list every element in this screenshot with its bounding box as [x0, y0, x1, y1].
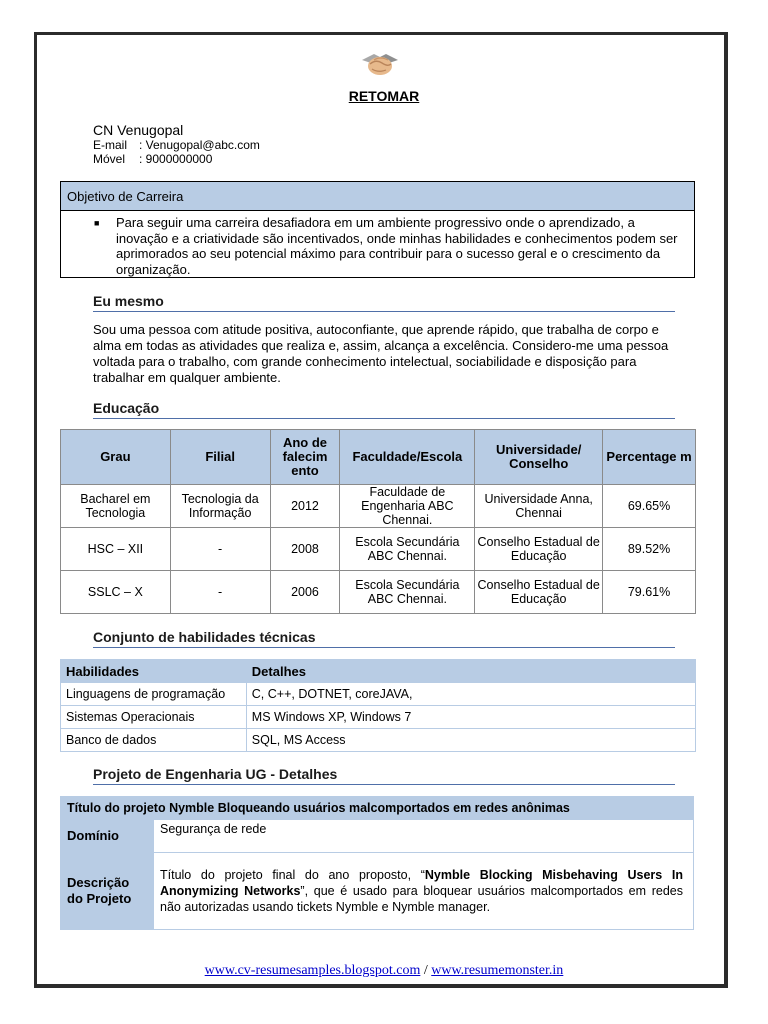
table-cell: Tecnologia da Informação: [170, 485, 270, 528]
table-cell: Escola Secundária ABC Chennai.: [340, 571, 475, 614]
footer-link-cv-resumesamples[interactable]: www.cv-resumesamples.blogspot.com: [204, 963, 421, 978]
col-ano: Ano de falecim ento: [270, 430, 340, 485]
resume-title: RETOMAR: [348, 88, 420, 104]
col-habilidades: Habilidades: [61, 660, 247, 683]
objective-box: [60, 181, 695, 278]
objective-heading: Objetivo de Carreira: [61, 182, 694, 211]
project-title: Título do projeto Nymble Bloqueando usuários malcomportados em redes anônimas: [61, 797, 694, 820]
table-cell: 2006: [270, 571, 340, 614]
skills-rule: [93, 647, 675, 648]
bullet-icon: ■: [94, 218, 100, 228]
table-cell: 2012: [270, 485, 340, 528]
table-row: [61, 706, 696, 729]
col-filial: Filial: [170, 430, 270, 485]
table-cell: C, C++, DOTNET, coreJAVA,: [246, 683, 695, 706]
skills-table: [60, 659, 696, 752]
table-cell: SSLC – X: [61, 571, 171, 614]
footer-separator: /: [420, 963, 432, 978]
table-cell: 2008: [270, 528, 340, 571]
domain-label: Domínio: [61, 820, 154, 853]
table-cell: Conselho Estadual de Educação: [475, 528, 603, 571]
objective-body: [61, 211, 694, 277]
table-cell: Escola Secundária ABC Chennai.: [340, 528, 475, 571]
table-cell: Conselho Estadual de Educação: [475, 571, 603, 614]
col-universidade: Universidade/ Conselho: [475, 430, 603, 485]
col-percentagem: Percentage m: [603, 430, 696, 485]
col-faculdade: Faculdade/Escola: [340, 430, 475, 485]
phone-value: : 9000000000: [139, 152, 213, 166]
table-cell: MS Windows XP, Windows 7: [246, 706, 695, 729]
about-heading: Eu mesmo: [93, 293, 164, 309]
objective-text: Para seguir uma carreira desafiadora em um ambiente progressivo onde o aprendizado, a inovação e a criatividade são incentivados, onde minhas habilidades e conhecimentos podem ser aprimorados ao seu potencial máximo para contribuir para o sucesso geral e o crescimento da organização.: [116, 215, 678, 277]
table-cell: 89.52%: [603, 528, 696, 571]
about-rule: [93, 311, 675, 312]
footer-links: [0, 963, 768, 979]
education-header-row: [61, 430, 696, 485]
email-value: : Venugopal@abc.com: [139, 138, 260, 152]
desc-project-name: Nymble Blocking Misbehaving Users In Anonymizing Networks: [160, 868, 683, 898]
desc-suffix: ”, que é usado para bloquear usuários malcomportados em redes não autorizadas usando tickets Nymble e Nymble manager.: [160, 884, 683, 914]
project-table: [60, 796, 694, 930]
table-cell: Universidade Anna, Chennai: [475, 485, 603, 528]
phone-line: [93, 152, 212, 166]
desc-prefix: Título do projeto final do ano proposto, “: [160, 868, 425, 882]
description-value: [154, 853, 694, 930]
col-grau: Grau: [61, 430, 171, 485]
table-row: [61, 485, 696, 528]
phone-label: Móvel: [93, 152, 126, 166]
table-cell: 69.65%: [603, 485, 696, 528]
about-text: Sou uma pessoa com atitude positiva, autoconfiante, que aprende rápido, que trabalha de corpo e alma em todas as atividades que realiza e, assim, alcança a excelência. Considero-me uma pessoa voltada para o trabalho, com grande conhecimento intelectual, sociabilidade e disposição para trabalhar em qualquer ambiente.: [93, 322, 669, 385]
education-rule: [93, 418, 675, 419]
description-label: Descrição do Projeto: [61, 853, 154, 930]
project-rule: [93, 784, 675, 785]
table-row: [61, 729, 696, 752]
table-row: [61, 683, 696, 706]
handshake-icon: [360, 46, 400, 82]
project-title-row: [61, 797, 694, 820]
education-table: [60, 429, 696, 614]
table-cell: Linguagens de programação: [61, 683, 247, 706]
table-cell: Bacharel em Tecnologia: [61, 485, 171, 528]
skills-header-row: [61, 660, 696, 683]
education-heading: Educação: [93, 400, 160, 416]
table-cell: 79.61%: [603, 571, 696, 614]
table-cell: Banco de dados: [61, 729, 247, 752]
table-row: [61, 571, 696, 614]
footer-link-resumemonster[interactable]: www.resumemonster.in: [431, 963, 564, 978]
project-heading: Projeto de Engenharia UG - Detalhes: [93, 766, 338, 782]
candidate-name: CN Venugopal: [93, 122, 184, 138]
skills-heading: Conjunto de habilidades técnicas: [93, 629, 316, 645]
table-cell: Sistemas Operacionais: [61, 706, 247, 729]
domain-value: Segurança de rede: [154, 820, 694, 853]
table-cell: -: [170, 528, 270, 571]
project-domain-row: [61, 820, 694, 853]
project-desc-row: [61, 853, 694, 930]
email-line: [93, 138, 260, 152]
table-cell: HSC – XII: [61, 528, 171, 571]
table-row: [61, 528, 696, 571]
table-cell: SQL, MS Access: [246, 729, 695, 752]
email-label: E-mail: [93, 138, 128, 152]
table-cell: Faculdade de Engenharia ABC Chennai.: [340, 485, 475, 528]
table-cell: -: [170, 571, 270, 614]
col-detalhes: Detalhes: [246, 660, 695, 683]
